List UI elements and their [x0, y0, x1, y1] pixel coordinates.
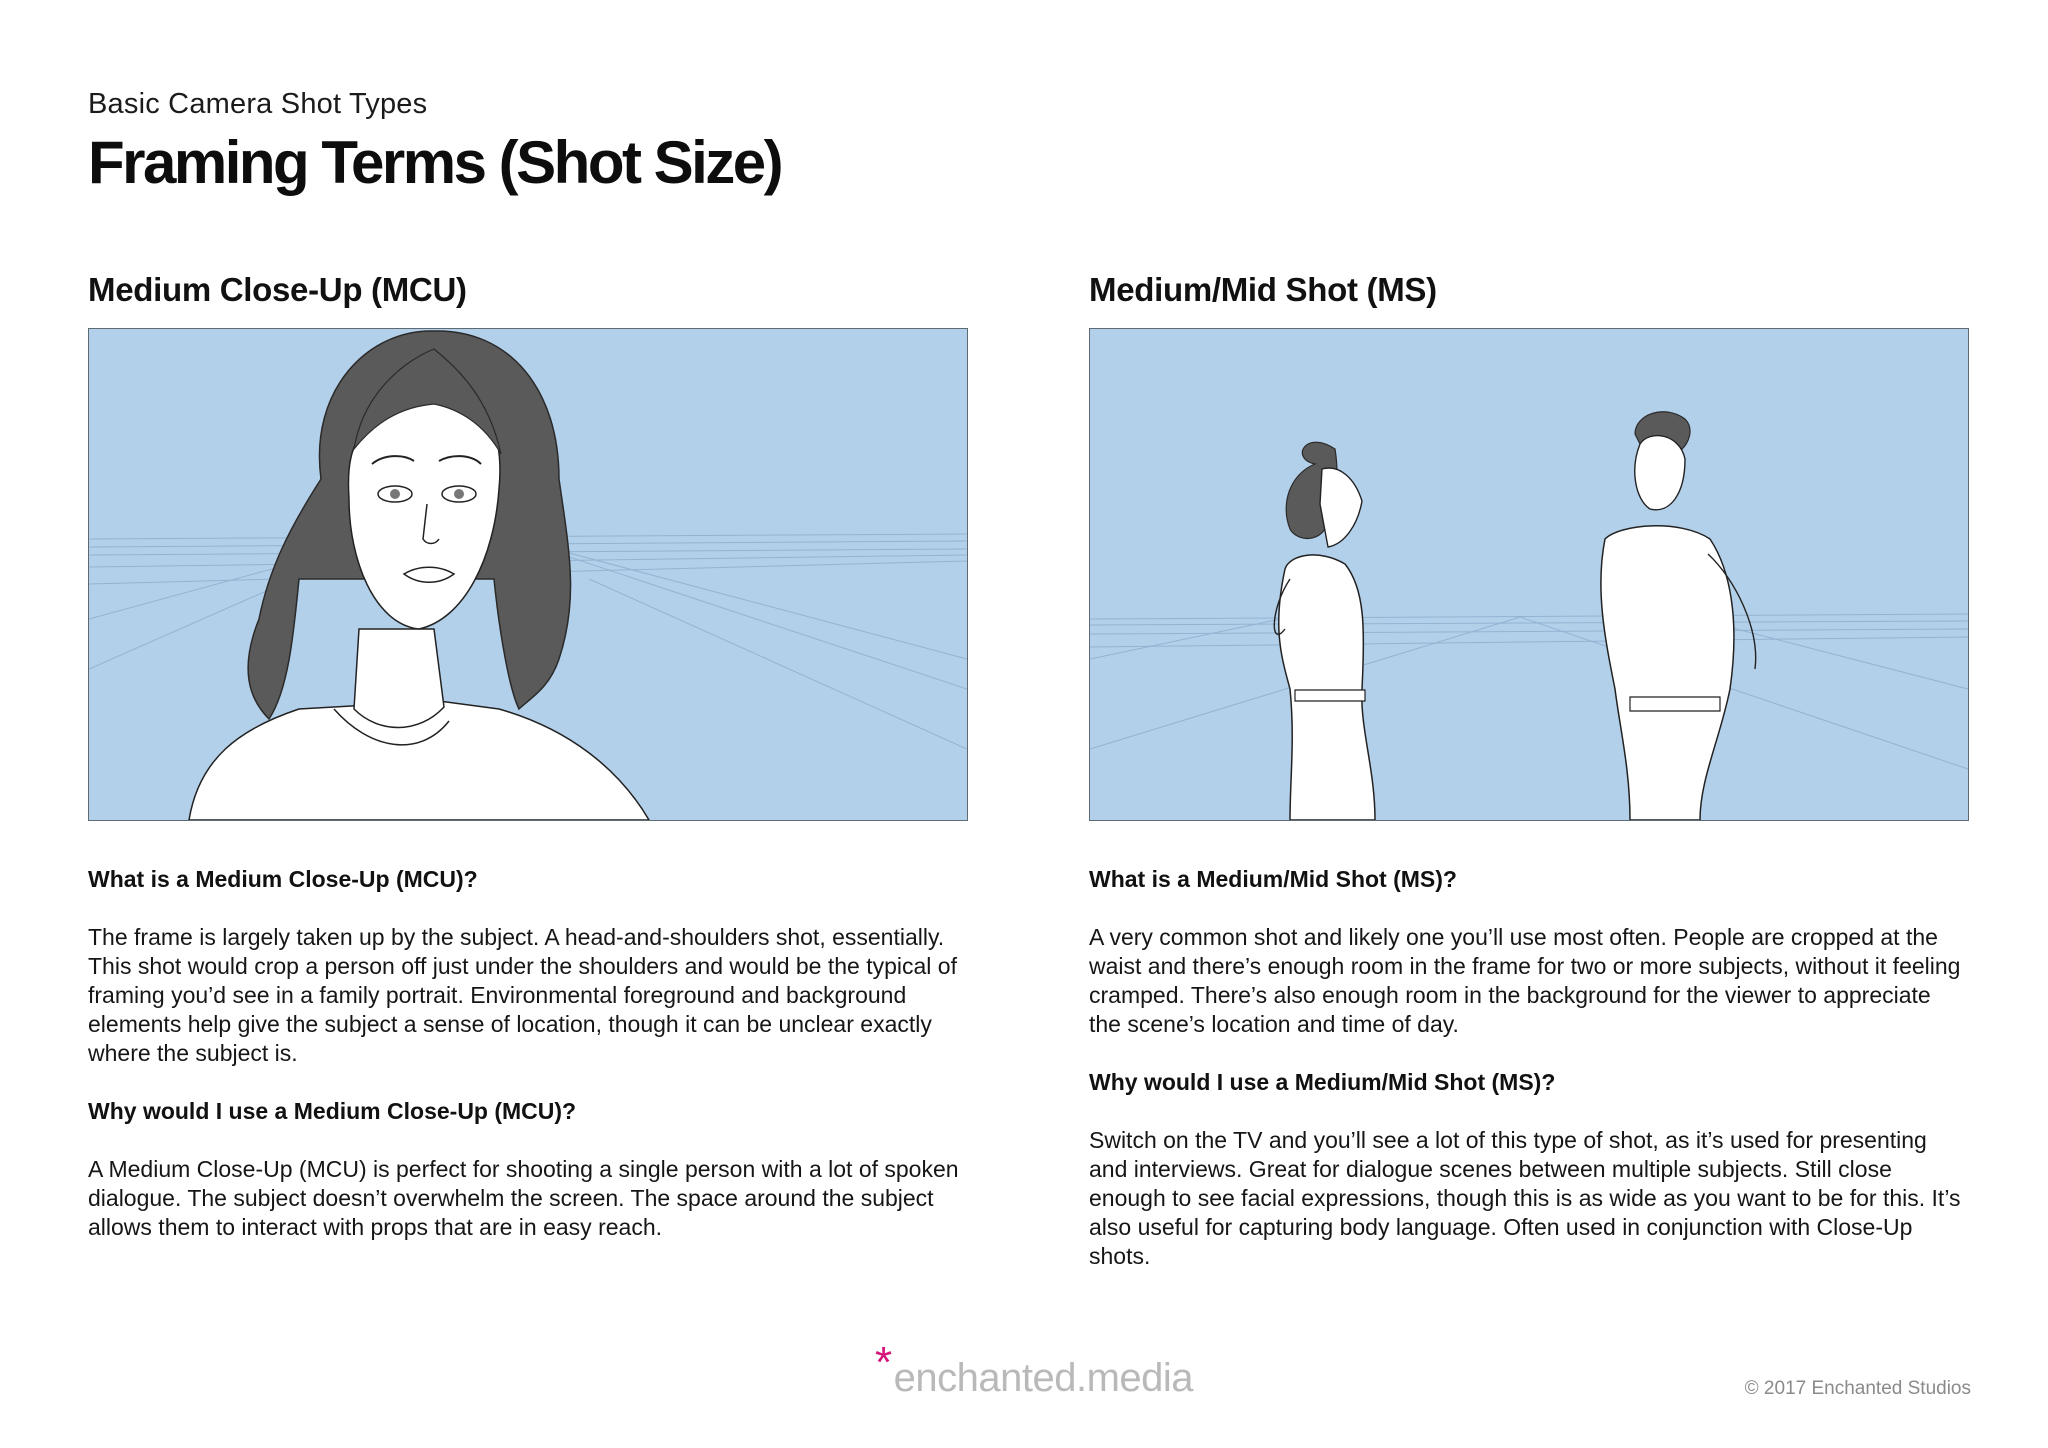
ms-sketch: [1090, 329, 1968, 820]
page-title: Framing Terms (Shot Size): [88, 129, 782, 196]
why-answer: A Medium Close-Up (MCU) is perfect for shooting a single person with a lot of spoken dialogue. The subject doesn’t overwhelm the screen. The space around the subject allows them to interact with props that are in easy reach.: [88, 1156, 959, 1240]
brand-logo: [875, 1338, 1194, 1402]
brand-star-icon: *: [875, 1338, 892, 1387]
mcu-sketch: [89, 329, 967, 820]
ms-illustration: [1089, 328, 1969, 821]
section-ms: [1089, 268, 1969, 1271]
page-kicker: Basic Camera Shot Types: [88, 88, 428, 120]
what-answer: The frame is largely taken up by the subject. A head-and-shoulders shot, essentially. This shot would crop a person off just under the shoulders and would be the typical of framing you’d see in a family portrait. Environmental foreground and background elements help give the subject a sense of location, though it can be unclear exactly where the subject is.: [88, 924, 957, 1066]
copyright: © 2017 Enchanted Studios: [1744, 1378, 1971, 1399]
why-answer: Switch on the TV and you’ll see a lot of this type of shot, as it’s used for presenting and interviews. Great for dialogue scenes between multiple subjects. Still close enough to see facial expressions, though this is as wide as you want to be for this. It’s also useful for capturing body language. Often used in conjunction with Close-Up shots.: [1089, 1127, 1961, 1269]
section-mcu: [88, 268, 968, 1242]
what-question: What is a Medium Close-Up (MCU)?: [88, 866, 478, 892]
section-heading: Medium Close-Up (MCU): [88, 271, 467, 308]
brand-name: enchanted.media: [893, 1356, 1194, 1400]
mcu-illustration: [88, 328, 968, 821]
what-answer: A very common shot and likely one you’ll use most often. People are cropped at the waist and there’s enough room in the frame for two or more subjects, without it feeling cramped. There’s also enough room in the background for the viewer to appreciate the scene’s location and time of day.: [1089, 924, 1961, 1037]
section-heading: Medium/Mid Shot (MS): [1089, 271, 1437, 308]
what-question: What is a Medium/Mid Shot (MS)?: [1089, 866, 1457, 892]
why-question: Why would I use a Medium/Mid Shot (MS)?: [1089, 1069, 1556, 1095]
why-question: Why would I use a Medium Close-Up (MCU)?: [88, 1098, 577, 1124]
